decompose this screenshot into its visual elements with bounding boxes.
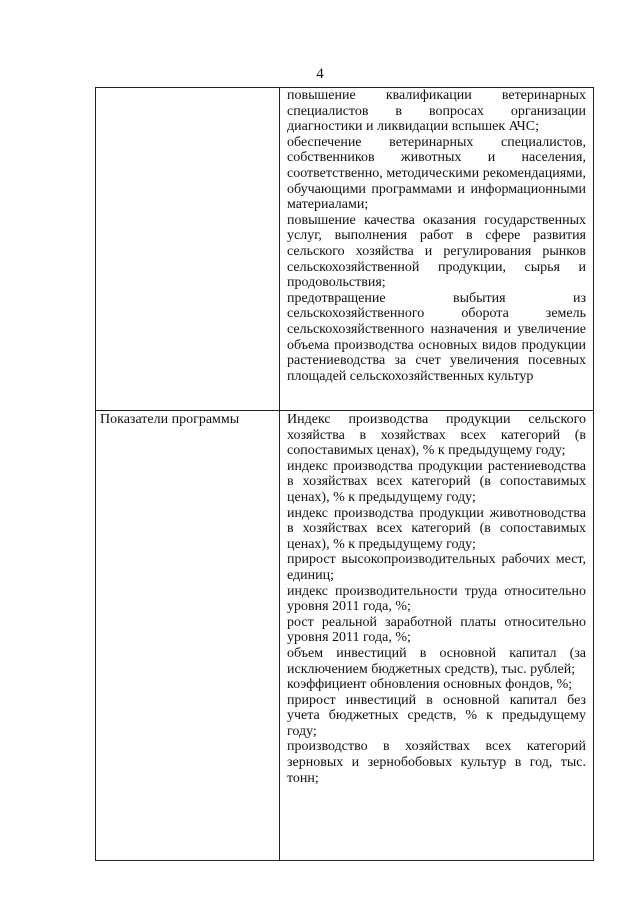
row-content-cell <box>280 88 594 411</box>
row-label-program-indicators: Показатели программы <box>100 412 240 427</box>
table-row <box>96 88 594 411</box>
row-label-cell <box>96 411 280 861</box>
list-item: предотвращение выбытия из сельскохозяйственного оборота земель сельскохозяйственного назначения и увеличение объема производства основных видов продукции растениеводства за счет увеличения посевных площадей сельскохозяйственных культур <box>287 290 586 384</box>
list-item: Индекс производства продукции сельского хозяйства в хозяйствах всех категорий (в сопоставимых ценах), % к предыдущему году; <box>287 412 586 459</box>
page-number: 4 <box>316 66 324 82</box>
list-item: объем инвестиций в основной капитал (за исключением бюджетных средств), тыс. рублей; <box>287 645 586 677</box>
row-label-cell <box>96 88 280 411</box>
list-item: производство в хозяйствах всех категорий зерновых и зернобобовых культур в год, тыс. тонн; <box>287 739 586 786</box>
list-item: коэффициент обновления основных фондов, %; <box>287 677 573 693</box>
list-item: обеспечение ветеринарных специалистов, собственников животных и населения, соответственно, методическими рекомендациями, обучающими программами и информационными материалами; <box>287 134 586 213</box>
list-item: прирост инвестиций в основной капитал без учета бюджетных средств, % к предыдущему году; <box>287 692 586 739</box>
table-row <box>96 411 594 861</box>
program-passport-table <box>95 87 594 861</box>
list-item: прирост высокопроизводительных рабочих мест, единиц; <box>287 552 586 583</box>
list-item: индекс производительности труда относительно уровня 2011 года, %; <box>287 583 586 615</box>
list-item: повышение качества оказания государственных услуг, выполнения работ в сфере развития сельского хозяйства и регулирования рынков сельскохозяйственной продукции, сырья и продовольствия; <box>287 212 586 291</box>
list-item: индекс производства продукции животноводства в хозяйствах всех категорий (в сопоставимых ценах), % к предыдущему году; <box>287 505 586 552</box>
list-item: рост реальной заработной платы относительно уровня 2011 года, %; <box>287 614 586 646</box>
list-item: индекс производства продукции растениеводства в хозяйствах всех категорий (в сопоставимых ценах), % к предыдущему году; <box>287 458 586 505</box>
list-item: повышение квалификации ветеринарных специалистов в вопросах организации диагностики и ликвидации вспышек АЧС; <box>287 88 586 135</box>
row-content-cell <box>280 411 594 861</box>
